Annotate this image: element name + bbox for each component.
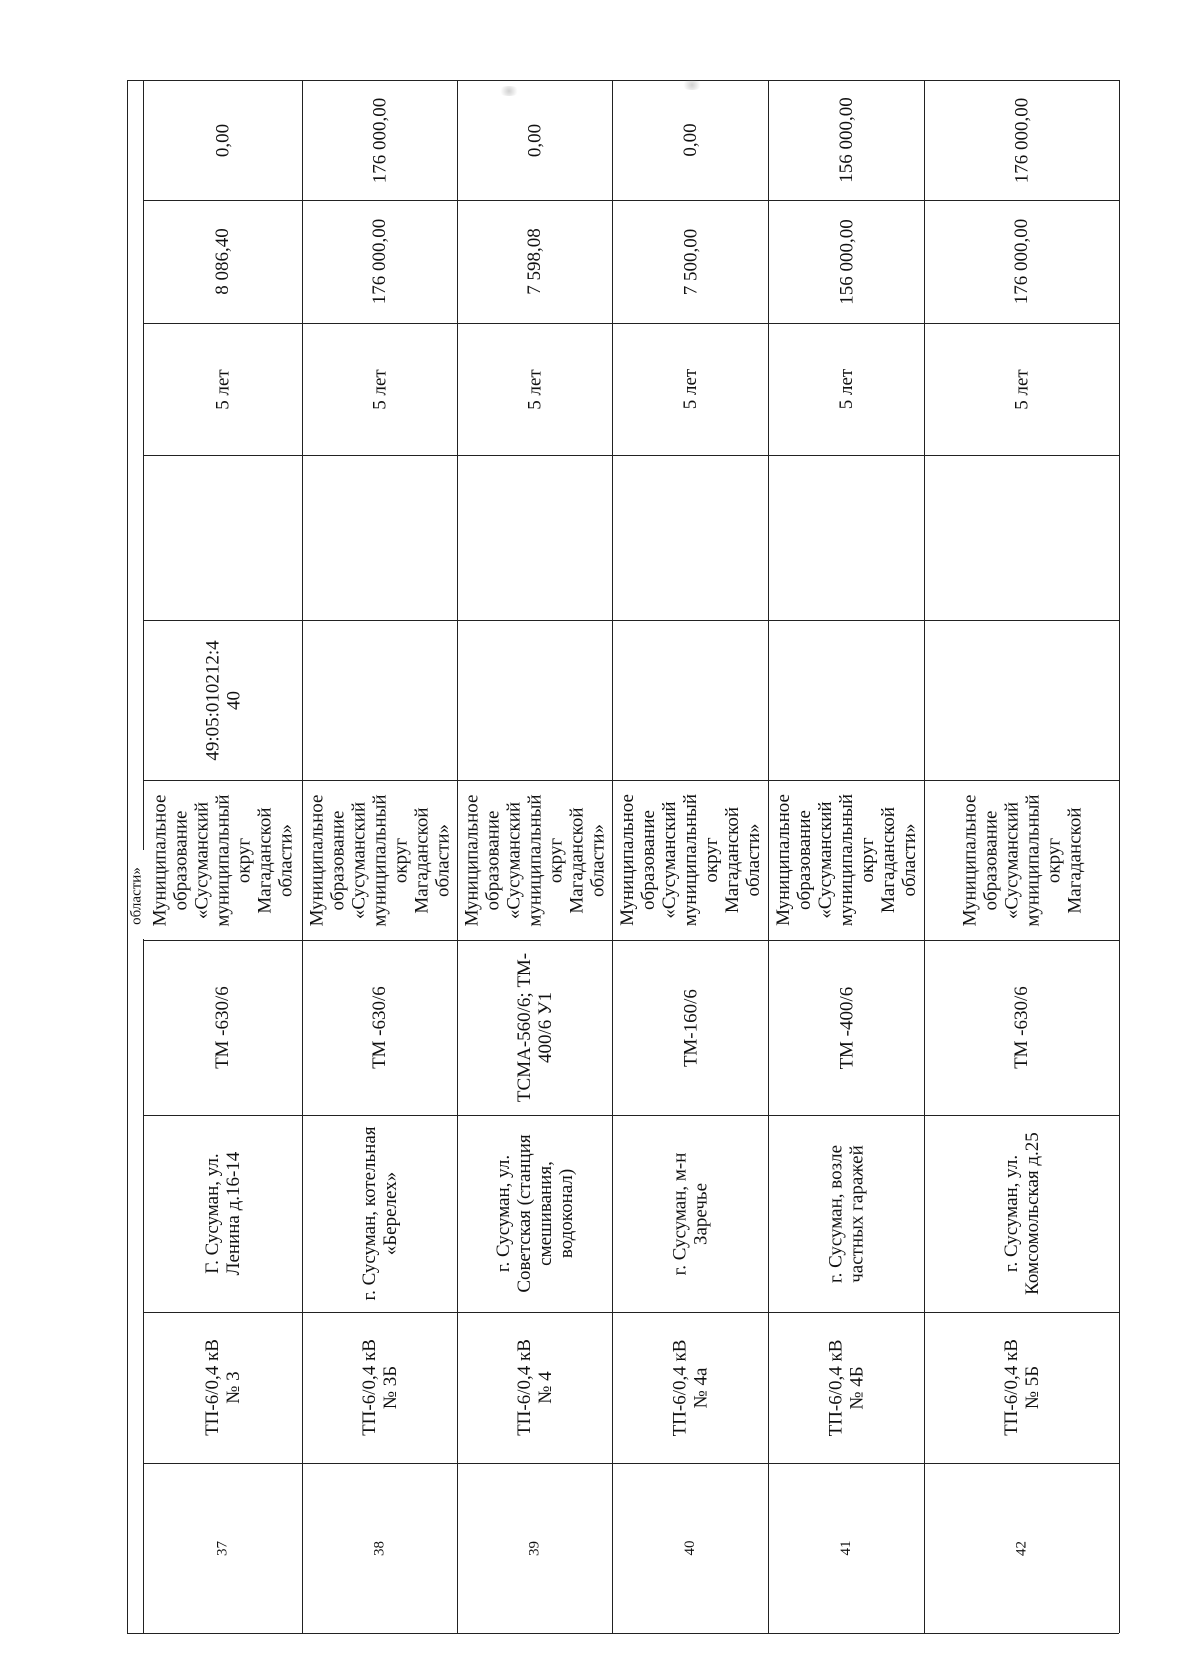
cell-row-number-text: 37 <box>214 1540 230 1556</box>
cell-object-name-text: ТП-6/0,4 кВ № 5Б <box>1000 1339 1043 1436</box>
cell-object-name <box>927 1315 1116 1460</box>
cell-value <box>460 83 609 197</box>
header-fragment-rule-top <box>143 80 144 850</box>
cell-cadastral <box>460 623 609 777</box>
cell-cadastral <box>927 623 1116 777</box>
cell-row-number-text: 39 <box>526 1540 542 1556</box>
column-separator <box>143 1463 1119 1464</box>
cell-owner <box>146 783 299 937</box>
cell-term <box>460 326 609 452</box>
cell-owner-text: Муниципальное образование «Сусуманский муниципальный округ Магаданской области» <box>616 793 764 927</box>
cell-owner <box>305 783 454 937</box>
scan-speck <box>681 80 703 90</box>
cell-owner <box>615 783 765 937</box>
column-separator <box>143 1312 1119 1313</box>
cell-cost <box>771 203 921 320</box>
cell-transformer <box>927 943 1116 1112</box>
cell-blank <box>146 458 299 617</box>
cell-value-text: 0,00 <box>524 123 545 157</box>
cell-term-text: 5 лет <box>212 368 233 410</box>
cell-owner-text: Муниципальное образование «Сусуманский муниципальный округ Магаданской области» <box>149 793 296 927</box>
cell-cadastral-text: 49:05:010212:4 40 <box>201 639 244 761</box>
cell-object-name-text: ТП-6/0,4 кВ № 4Б <box>825 1339 867 1436</box>
header-fragment: области» <box>128 867 145 925</box>
cell-object-name-text: ТП-6/0,4 кВ № 3Б <box>358 1339 401 1436</box>
cell-cadastral <box>146 623 299 777</box>
cell-cost <box>305 203 454 320</box>
column-separator <box>143 780 1119 781</box>
cell-transformer-text: ТМ -400/6 <box>835 986 857 1069</box>
cell-object-name <box>460 1315 609 1460</box>
cell-transformer-text: ТМ -630/6 <box>212 986 233 1069</box>
cell-address-text: г. Сусуман, котельная «Берелех» <box>358 1126 401 1301</box>
cell-blank <box>615 458 765 617</box>
cell-value-text: 156 000,00 <box>835 97 857 183</box>
cell-blank <box>927 458 1116 617</box>
cell-row-number-text: 40 <box>681 1540 698 1556</box>
cell-value <box>305 83 454 197</box>
cell-address <box>927 1118 1116 1309</box>
cell-transformer-text: ТСМА-560/6; ТМ- 400/6 У1 <box>513 952 556 1103</box>
cell-owner-text: Муниципальное образование «Сусуманский муниципальный округ Магаданской <box>958 793 1085 927</box>
cell-transformer <box>305 943 454 1112</box>
cell-cost-text: 156 000,00 <box>835 218 857 305</box>
cell-cost-text: 176 000,00 <box>369 218 390 305</box>
cell-value-text: 176 000,00 <box>369 97 390 183</box>
cell-row-number-text: 42 <box>1013 1540 1029 1556</box>
cell-cost-text: 7 500,00 <box>679 228 701 295</box>
cell-address-text: г. Сусуман, ул. Советская (станция смешивания, водоконал) <box>492 1134 577 1293</box>
column-separator <box>143 323 1119 324</box>
header-fragment-rule-bottom <box>143 939 144 1633</box>
cell-object-name-text: ТП-6/0,4 кВ № 4 <box>513 1339 556 1436</box>
cell-term <box>927 326 1116 452</box>
cell-cadastral <box>305 623 454 777</box>
cell-cost-text: 176 000,00 <box>1011 218 1032 305</box>
row-separator <box>612 80 613 1633</box>
cell-transformer-text: ТМ -630/6 <box>369 986 390 1069</box>
row-separator <box>924 80 925 1633</box>
cell-address-text: г. Сусуман, возле частных гаражей <box>825 1144 867 1283</box>
cell-term <box>146 326 299 452</box>
table-border-right <box>1119 80 1120 1633</box>
cell-address <box>460 1118 609 1309</box>
cell-value-text: 176 000,00 <box>1011 97 1032 183</box>
column-separator <box>143 455 1119 456</box>
cell-row-number <box>771 1466 921 1630</box>
cell-value <box>615 83 765 197</box>
cell-value-text: 0,00 <box>212 123 233 157</box>
cell-object-name-text: ТП-6/0,4 кВ № 3 <box>201 1339 244 1436</box>
cell-owner <box>771 783 921 937</box>
row-separator <box>457 80 458 1633</box>
cell-value <box>146 83 299 197</box>
cell-term-text: 5 лет <box>369 368 390 410</box>
cell-value <box>771 83 921 197</box>
cell-object-name-text: ТП-6/0,4 кВ № 4а <box>669 1339 711 1436</box>
table-border-top <box>127 80 1119 81</box>
cell-term-text: 5 лет <box>679 368 701 410</box>
cell-object-name <box>305 1315 454 1460</box>
cell-owner-text: Муниципальное образование «Сусуманский муниципальный округ Магаданской области» <box>306 793 453 927</box>
scan-speck <box>498 86 520 96</box>
table-border-bottom <box>127 1633 1119 1634</box>
cell-value <box>927 83 1116 197</box>
cell-row-number <box>305 1466 454 1630</box>
cell-value-text: 0,00 <box>679 123 701 157</box>
cell-cost <box>615 203 765 320</box>
cell-blank <box>460 458 609 617</box>
cell-transformer-text: ТМ -630/6 <box>1011 986 1032 1069</box>
column-separator <box>143 940 1119 941</box>
cell-row-number <box>927 1466 1116 1630</box>
cell-term-text: 5 лет <box>524 368 545 410</box>
cell-address <box>146 1118 299 1309</box>
cell-cadastral <box>615 623 765 777</box>
cell-address <box>615 1118 765 1309</box>
cell-cost-text: 7 598,08 <box>524 228 545 295</box>
cell-row-number-text: 38 <box>371 1540 387 1556</box>
cell-cost-text: 8 086,40 <box>212 228 233 295</box>
cell-address <box>771 1118 921 1309</box>
cell-address-text: г. Сусуман, м-н Заречье <box>669 1152 711 1275</box>
cell-blank <box>305 458 454 617</box>
cell-cadastral <box>771 623 921 777</box>
row-separator <box>768 80 769 1633</box>
cell-address-text: Г. Сусуман, ул. Ленина д.16-14 <box>201 1151 244 1276</box>
cell-cost <box>146 203 299 320</box>
cell-owner-text: Муниципальное образование «Сусуманский муниципальный округ Магаданской области» <box>772 793 920 927</box>
cell-transformer <box>146 943 299 1112</box>
cell-owner <box>927 783 1116 937</box>
cell-transformer <box>460 943 609 1112</box>
cell-row-number <box>146 1466 299 1630</box>
column-separator <box>143 1115 1119 1116</box>
cell-object-name <box>146 1315 299 1460</box>
cell-term <box>305 326 454 452</box>
cell-row-number <box>615 1466 765 1630</box>
cell-address-text: г. Сусуман, ул. Комсомольская д.25 <box>1000 1132 1043 1295</box>
cell-transformer-text: ТМ-160/6 <box>679 988 701 1067</box>
cell-term <box>615 326 765 452</box>
cell-address <box>305 1118 454 1309</box>
cell-cost <box>460 203 609 320</box>
column-separator <box>143 200 1119 201</box>
table-sheet <box>127 80 1119 1633</box>
cell-object-name <box>615 1315 765 1460</box>
cell-transformer <box>615 943 765 1112</box>
cell-transformer <box>771 943 921 1112</box>
cell-object-name <box>771 1315 921 1460</box>
cell-term-text: 5 лет <box>1011 368 1032 410</box>
column-separator <box>143 620 1119 621</box>
cell-blank <box>771 458 921 617</box>
row-separator <box>302 80 303 1633</box>
cell-row-number-text: 41 <box>837 1540 854 1556</box>
cell-term <box>771 326 921 452</box>
cell-cost <box>927 203 1116 320</box>
cell-owner-text: Муниципальное образование «Сусуманский муниципальный округ Магаданской области» <box>461 793 608 927</box>
cell-term-text: 5 лет <box>835 368 857 410</box>
cell-owner <box>460 783 609 937</box>
cell-row-number <box>460 1466 609 1630</box>
